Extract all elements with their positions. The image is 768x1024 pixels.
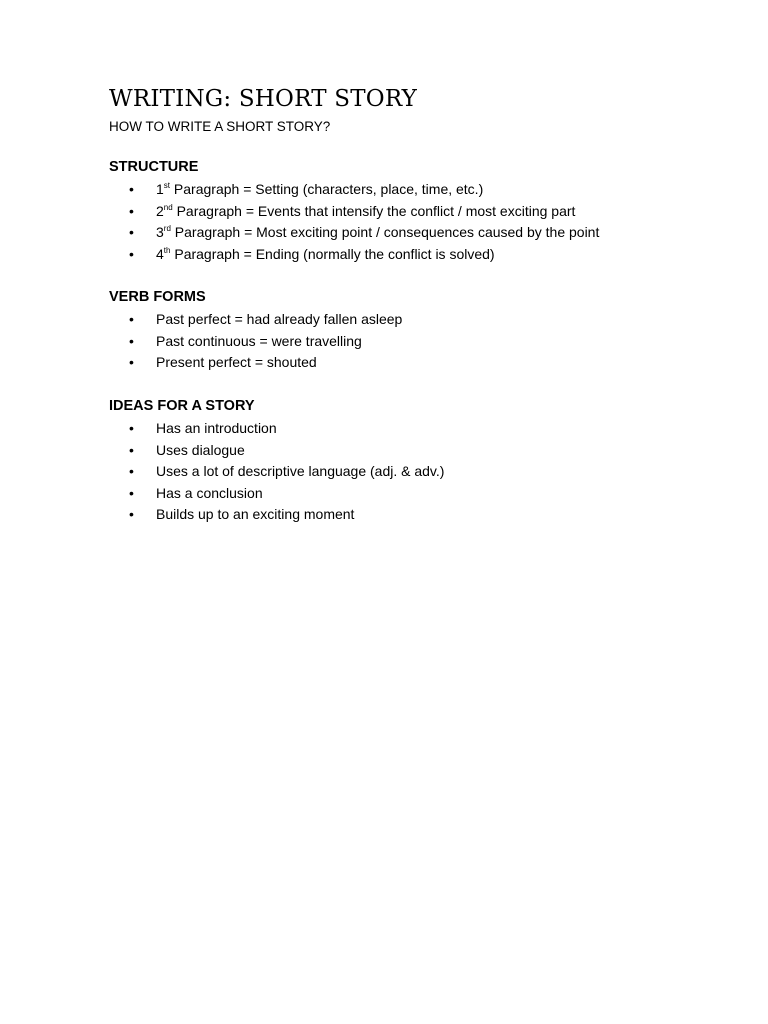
- ordinal-number: 4: [156, 245, 164, 262]
- section-heading: VERB FORMS: [109, 289, 206, 305]
- list-item-text: Paragraph = Ending (normally the conflict is solved): [170, 245, 495, 262]
- section-heading: IDEAS FOR A STORY: [109, 398, 255, 414]
- list-item: [109, 504, 669, 526]
- list-item: [109, 244, 669, 266]
- bullet-icon: •: [129, 245, 134, 262]
- list-item-text: Uses dialogue: [156, 441, 245, 458]
- list-item-text: Present perfect = shouted: [156, 354, 317, 370]
- bullet-list: [109, 309, 669, 374]
- list-item-text: Has a conclusion: [156, 484, 263, 501]
- list-item-text: Builds up to an exciting moment: [156, 506, 355, 522]
- bullet-icon: •: [129, 354, 134, 370]
- list-item-text: Uses a lot of descriptive language (adj. & adv.): [156, 463, 445, 479]
- document-title: WRITING: SHORT STORY: [109, 86, 418, 112]
- list-item-text: Past perfect = had already fallen asleep: [156, 311, 403, 327]
- list-item: [109, 179, 669, 201]
- bullet-icon: •: [129, 506, 134, 522]
- bullet-icon: •: [129, 463, 134, 479]
- list-item: [109, 201, 669, 223]
- bullet-icon: •: [129, 181, 134, 197]
- list-item-text: Paragraph = Setting (characters, place, time, etc.): [170, 181, 484, 197]
- list-item: [109, 331, 669, 353]
- list-item: [109, 461, 669, 483]
- section-structure: [109, 157, 669, 265]
- ordinal-suffix: nd: [163, 202, 173, 212]
- list-item-text: Past continuous = were travelling: [156, 332, 362, 349]
- bullet-icon: •: [129, 224, 134, 240]
- bullet-list: [109, 179, 669, 265]
- ordinal-number: 3: [156, 224, 164, 240]
- ordinal-number: 1: [156, 181, 164, 197]
- list-item-text: Paragraph = Events that intensify the conflict / most exciting part: [172, 202, 576, 219]
- ordinal-suffix: th: [163, 245, 171, 255]
- document-subtitle: HOW TO WRITE A SHORT STORY?: [109, 119, 331, 134]
- list-item: [109, 222, 669, 244]
- bullet-icon: •: [129, 441, 134, 458]
- section-heading: STRUCTURE: [109, 159, 199, 175]
- section-verb-forms: [109, 287, 669, 374]
- bullet-icon: •: [129, 311, 134, 327]
- list-item: [109, 309, 669, 331]
- list-item-text: Has an introduction: [156, 420, 277, 436]
- list-item: [109, 352, 669, 374]
- bullet-icon: •: [129, 202, 134, 219]
- list-item: [109, 483, 669, 505]
- list-item: [109, 440, 669, 462]
- section-ideas-for-a-story: [109, 396, 669, 526]
- list-item-text: Paragraph = Most exciting point / consequences caused by the point: [170, 224, 600, 240]
- bullet-icon: •: [129, 332, 134, 349]
- bullet-icon: •: [129, 420, 134, 436]
- ordinal-number: 2: [156, 202, 164, 219]
- ordinal-suffix: st: [163, 181, 171, 190]
- ordinal-suffix: rd: [163, 224, 171, 233]
- bullet-list: [109, 418, 669, 526]
- list-item: [109, 418, 669, 440]
- bullet-icon: •: [129, 484, 134, 501]
